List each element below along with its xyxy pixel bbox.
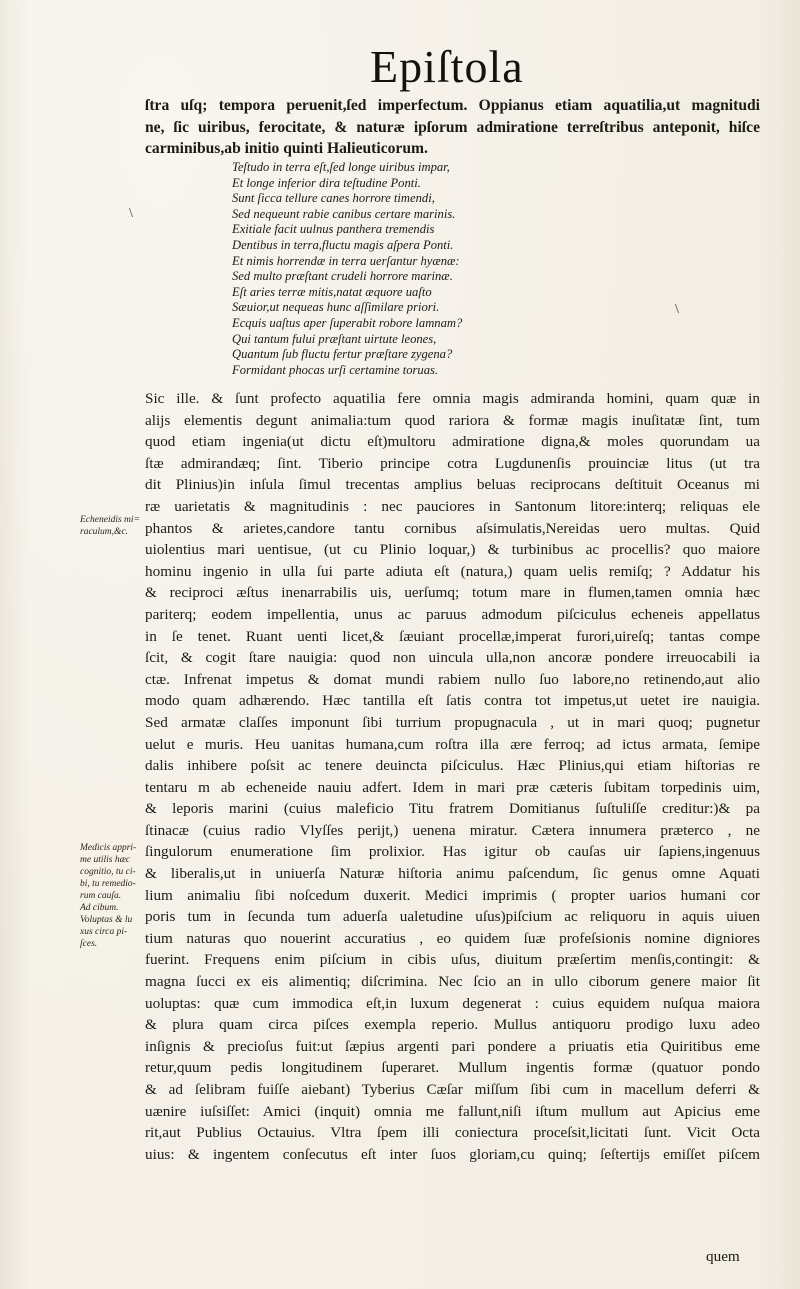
body-line: & ad ſelibram fuiſſe aiebant) Tyberius Cæſar miſſum ſibi cum in macellum deferri & [145,1081,760,1098]
verse-line: Dentibus in terra,fluctu magis aſpera Ponti. [232,237,454,252]
verse-line: Eſt aries terræ mitis,natat æquore uaſto [232,284,432,299]
verse-line: Exitiale facit uulnus panthera tremendis [232,222,435,237]
margin-note-line: xus circa pi- [80,927,128,937]
body-line: tentaru m ab echeneide nauiu adfert. Idem in mari præ cæteris ſubitam torpedinis uim, [145,778,760,796]
body-line: ctæ. Infrenat impetus & domat mundi rabiem nullo ſuo labore,no retinendo,aut alio [145,670,760,688]
stray-ink-mark: \ [129,206,133,221]
verse-line: Quantum ſub fluctu fertur præſtare zygena? [232,347,453,362]
body-line: & plura quam circa piſces exempla reperio. Mullus antiquoru prodigo luxu adeo [145,1016,760,1034]
margin-note-line: cognitio, tu ci- [80,867,136,877]
body-line: rit,aut Publius Octauius. Vltra ſpem illi coniectura proceſsit,licitati ſunt. Vicit Octa [145,1124,760,1142]
body-line: uænire iuſsiſſet: Amici (inquit) omnia me fallunt,niſi iſtum mullum aut Apicius eme [145,1102,760,1120]
body-line: quod etiam ingenia(ut dictu eſt)multoru admiratione digna,& moles quorundam ua [145,433,760,451]
body-paragraph [145,388,760,1165]
body-line: poris tum in ſecunda tum aduerſa ualetudine uſus)piſcium ac reliquoru in aquis uiuen [145,908,760,926]
body-line: uelut e muris. Heu uanitas humana,cum roſtra illa ære ferroq; ad ictus armata, ſemipe [145,735,760,753]
body-line: modo quam adhærendo. Hæc tantilla eſt ſatis contra tot impetus,ut uetet ire nauigia. [145,692,760,710]
body-line: in ſe tenet. Ruant uenti licet,& ſæuiant procellæ,imperat furori,uireſq; tantas compe [145,627,760,645]
verse-quotation [232,160,532,378]
body-line: lium animaliu ſibi noſcedum duxerit. Medici imprimis ( propter uarios humani cor [145,886,760,904]
body-line: magna ſucci ex eis alimentiq; diſcrimina. Nec ſcio an in ullo ciborum genere maior ſit [145,973,760,991]
margin-note-line: Echeneidis mi= [80,515,140,525]
margin-note-line: Voluptas & lu [80,915,133,925]
margin-note-line: me utilis hæc [80,855,131,865]
margin-note-line: Medicis appri- [80,843,137,853]
verse-line: Formidant phocas urſi certamine toruas. [232,362,439,377]
verse-line: Et longe inferior dira teſtudine Ponti. [232,175,421,190]
body-line: phantos & arietes,candore tantu cornibus aſsimulatis,Nereidas uero multas. Quid [145,519,760,537]
body-line: hominu ingenio in ulla ſui parte adiuta eſt (natura,) quam uelis remiſq; ? Addatur his [145,562,760,580]
opening-line: ſtra uſq; tempora peruenit,ſed imperfectum. Oppianus etiam aquatilia,ut magnitudi [145,97,760,114]
opening-line: ne, ſic uiribus, ferocitate, & naturæ ipſorum admiratione terreſtribus anteponit, hiſce [145,118,760,136]
opening-paragraph [145,95,760,160]
body-line: inſignis & precioſus fuit:ut ſæpius argenti pari pondere a priuatis etia Quiritibus eme [145,1037,760,1055]
margin-note-line: ſces. [80,939,98,949]
verse-line: Sed multo præſtant crudeli horrore marinæ. [232,269,453,284]
body-line: Sic ille. & ſunt profecto aquatilia fere omnia magis admiranda homini, quam quæ in [145,390,760,407]
stray-ink-mark: \ [675,302,679,317]
verse-line: Teſtudo in terra eſt,ſed longe uiribus impar, [232,160,450,174]
body-line: Sed armatæ claſſes imponunt ſibi turrium propugnacula , ut in mari quoq; pugnetur [145,713,760,731]
body-line: retur,quum pedis longitudinem ſuperaret. Mullum ingentis formæ (quatuor pondo [145,1059,760,1077]
opening-line: carminibus,ab initio quinti Halieuticorum. [145,140,428,158]
catchword: quem [706,1248,740,1265]
margin-note-echeneis [80,514,152,538]
verse-line: Qui tantum fului præſtant uirtute leones, [232,331,437,346]
body-line: uoluptas: quæ cum immodica eſt,in luxum degenerat : cuius equidem nuſqua maiora [145,994,760,1012]
margin-note-line: rum cauſa. [80,891,122,901]
verse-line: Sunt ſicca tellure canes horrore timendi, [232,191,435,206]
body-line: ſingulorum enumeratione ſim prolixior. Has igitur ob cauſas uir ſapiens,ingenuus [145,843,760,861]
margin-note-medicis [80,842,152,950]
verse-line: Sæuior,ut nequeas hunc aſſimilare priori. [232,300,440,315]
body-line: tium naturas quo nouerint accuratius , eo quidem ſuæ profeſsionis nomine digniores [145,929,760,947]
body-line: uiolentius mari uentisue, (ut cu Plinio loquar,) & turbinibus ac procellis? quo maiore [145,541,760,559]
body-line: dalis inhibere poſsit ac tenere deuincta piſciculus. Hæc Plinius,qui etiam hiſtorias re [145,757,760,775]
body-line: & reciproci æſtus inenarrabilis uis, uerſumq; totum mare in flumen,tamen omnia hæc [145,584,760,602]
body-line: pariterq; eodem impellentia, unus ac paruus admodum piſciculus echeneis appellatus [145,605,760,623]
verse-line: Et nimis horrendæ in terra uerſantur hyænæ: [232,253,460,268]
margin-note-line: Ad cibum. [80,903,119,913]
body-line: fuerint. Frequens enim piſcium in cibis uſus, diuitum præſertim menſis,contingit: & [145,951,760,969]
body-line: ſtinacæ (cuius radio Vlyſſes perijt,) uenena miratur. Cætera innumera præterco , ne [145,821,760,839]
body-line: dit Plinius)in inſula ſimul trecentas amplius beluas reciprocans deſtituit Oceanus mi [145,476,760,494]
body-line: ſtæ admirandæq; ſint. Tiberio principe cotra Lugdunenſis prouinciæ litus (ut tra [145,454,760,472]
body-line: ſcit, & cogit ſtare nauigia: quod non uincula ulla,non ancoræ pondere irreuocabili ia [145,649,760,667]
verse-line: Sed nequeunt rabie canibus certare marinis. [232,206,456,221]
running-head-title: Epiſtola [370,41,524,92]
body-line: & liberalis,ut in uniuerſa Naturæ hiſtoria animu paſcendum, ſic genus omne Aquati [145,865,760,883]
margin-note-line: raculum,&c. [80,527,129,537]
body-line: uius: & ingentem conſecutus eſt inter ſuos gloriam,cu quinq; ſeſtertijs emiſſet piſcem [145,1145,760,1163]
verse-line: Ecquis uaſtus aper ſuperabit robore lamnam? [232,315,463,330]
body-line: alijs elementis degunt animalia:tum quod rariora & formæ magis inuſitatæ ſint, tum [145,411,760,429]
body-line: & leporis marini (cuius maleficio Titu fratrem Domitianus ſuſtuliſſe creditur:)& pa [145,800,760,818]
margin-note-line: bi, tu remedio- [80,879,136,889]
body-line: ræ uarietatis & magnitudinis : nec pauciores in Santonum litore:interq; reliquas ele [145,497,760,515]
